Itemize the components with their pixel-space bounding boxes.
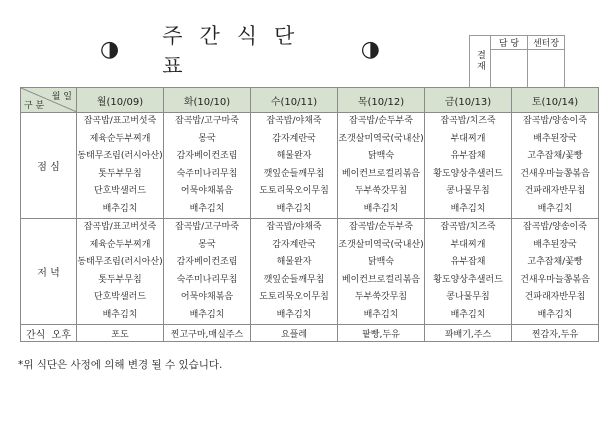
menu-item: 제육순두부찌개 — [89, 133, 151, 144]
menu-item: 배추김치 — [102, 309, 138, 320]
approval-sign-manager[interactable] — [491, 50, 528, 92]
menu-item: 건파래자반무침 — [524, 186, 586, 196]
menu-item: 몽국 — [198, 239, 216, 250]
menu-cell — [338, 113, 425, 219]
snack-row — [21, 325, 599, 342]
menu-item: 두부쑥갓무침 — [354, 186, 408, 196]
menu-item: 황도양상추샐러드 — [433, 168, 503, 179]
footnote: *위 식단은 사정에 의해 변경 될 수 있습니다. — [18, 359, 223, 371]
approval-box — [469, 35, 565, 92]
menu-cell — [512, 219, 599, 325]
menu-item: 고추잡채/꽃빵 — [527, 151, 583, 161]
menu-item: 유부잡채 — [450, 257, 486, 267]
menu-item: 잡곡밥/고구마죽 — [175, 222, 239, 232]
menu-item: 동태무조림(러시아산) — [77, 151, 163, 161]
menu-item: 숙주미나리무침 — [176, 274, 238, 285]
header-row — [21, 88, 599, 113]
menu-item: 베이컨브로컬리볶음 — [341, 168, 421, 179]
menu-item: 두부쑥갓무침 — [354, 292, 408, 302]
half-circle-icon-left: ◑ — [100, 37, 120, 62]
menu-item: 깻잎순들깨무침 — [263, 168, 325, 179]
weekly-menu-table — [20, 87, 599, 342]
menu-item: 잡곡밥/고구마죽 — [175, 116, 239, 126]
menu-item: 도토리묵오이무침 — [259, 292, 329, 302]
snack-cell: 요플레 — [251, 325, 338, 342]
menu-item: 배추김치 — [102, 203, 138, 214]
half-circle-icon-right: ◑ — [360, 37, 380, 62]
page-title — [100, 24, 380, 78]
menu-item: 잡곡밥/치즈죽 — [440, 222, 496, 232]
menu-item: 잡곡밥/표고버섯죽 — [83, 116, 157, 126]
menu-item: 잡곡밥/순두부죽 — [349, 116, 413, 126]
day-header: 목(10/12) — [338, 88, 425, 113]
approval-col-director: 센터장 — [528, 36, 565, 50]
approval-sign-director[interactable] — [528, 50, 565, 92]
snack-cell: 포도 — [77, 325, 164, 342]
menu-item: 배추김치 — [363, 203, 399, 214]
menu-cell — [164, 113, 251, 219]
menu-item: 동태무조림(러시아산) — [77, 257, 163, 267]
snack-cell: 찐고구마,매실주스 — [164, 325, 251, 342]
menu-item: 감자베이컨조림 — [176, 151, 238, 161]
menu-item: 숙주미나리무침 — [176, 168, 238, 179]
menu-item: 배추김치 — [189, 203, 225, 214]
menu-item: 조갯살미역국(국내산) — [338, 239, 424, 250]
menu-item: 해물완자 — [276, 257, 312, 267]
menu-item: 톳두부무침 — [98, 168, 142, 179]
day-header: 월(10/09) — [77, 88, 164, 113]
day-header: 수(10/11) — [251, 88, 338, 113]
day-header: 금(10/13) — [425, 88, 512, 113]
menu-item: 배추된장국 — [533, 133, 577, 144]
menu-item: 콩나물무침 — [446, 186, 490, 196]
menu-item: 어묵야채볶음 — [180, 292, 234, 302]
menu-item: 닭백숙 — [367, 257, 395, 267]
menu-item: 잡곡밥/양송이죽 — [523, 116, 587, 126]
menu-item: 고추잡채/꽃빵 — [527, 257, 583, 267]
menu-item: 어묵야채볶음 — [180, 186, 234, 196]
lunch-row — [21, 113, 599, 219]
snack-cell: 찐감자,두유 — [512, 325, 599, 342]
menu-item: 잡곡밥/치즈죽 — [440, 116, 496, 126]
day-header: 토(10/14) — [512, 88, 599, 113]
menu-item: 해물완자 — [276, 151, 312, 161]
menu-item: 건새우마늘쫑볶음 — [520, 168, 590, 179]
corner-bottom-label: 구 분 — [24, 101, 45, 111]
menu-cell — [425, 113, 512, 219]
menu-item: 잡곡밥/표고버섯죽 — [83, 222, 157, 232]
menu-item: 도토리묵오이무침 — [259, 186, 329, 196]
snack-cell: 꽈배기,주스 — [425, 325, 512, 342]
menu-item: 배추김치 — [450, 309, 486, 320]
menu-item: 건새우마늘쫑볶음 — [520, 274, 590, 285]
menu-item: 몽국 — [198, 133, 216, 144]
menu-item: 건파래자반무침 — [524, 292, 586, 302]
lunch-label: 점 심 — [21, 113, 77, 219]
menu-item: 배추된장국 — [533, 239, 577, 250]
menu-cell — [425, 219, 512, 325]
menu-item: 잡곡밥/순두부죽 — [349, 222, 413, 232]
menu-item: 콩나물무침 — [446, 292, 490, 302]
menu-item: 배추김치 — [189, 309, 225, 320]
menu-item: 잡곡밥/야채죽 — [266, 116, 322, 126]
menu-item: 배추김치 — [276, 203, 312, 214]
menu-item: 닭백숙 — [367, 151, 395, 161]
corner-cell — [21, 88, 77, 113]
snack-cell: 팥빵,두유 — [338, 325, 425, 342]
menu-cell — [251, 219, 338, 325]
menu-cell — [77, 113, 164, 219]
menu-cell — [338, 219, 425, 325]
menu-item: 톳두부무침 — [98, 274, 142, 285]
menu-item: 배추김치 — [276, 309, 312, 320]
menu-item: 잡곡밥/야채죽 — [266, 222, 322, 232]
menu-item: 부대찌개 — [450, 239, 486, 250]
menu-cell — [164, 219, 251, 325]
menu-item: 배추김치 — [537, 203, 573, 214]
menu-item: 깻잎순들깨무침 — [263, 274, 325, 285]
menu-item: 감자계란국 — [272, 133, 316, 144]
menu-cell — [512, 113, 599, 219]
dinner-row — [21, 219, 599, 325]
menu-item: 부대찌개 — [450, 133, 486, 144]
menu-item: 제육순두부찌개 — [89, 239, 151, 250]
menu-item: 조갯살미역국(국내산) — [338, 133, 424, 144]
menu-cell — [251, 113, 338, 219]
snack-label: 간식 오후 — [21, 325, 77, 342]
menu-item: 배추김치 — [537, 309, 573, 320]
menu-item: 황도양상추샐러드 — [433, 274, 503, 285]
menu-item: 베이컨브로컬리볶음 — [341, 274, 421, 285]
day-header: 화(10/10) — [164, 88, 251, 113]
menu-item: 배추김치 — [450, 203, 486, 214]
corner-top-label: 월 일 — [51, 92, 72, 102]
title-text: 주간식단표 — [162, 24, 312, 78]
menu-item: 감자계란국 — [272, 239, 316, 250]
menu-item: 잡곡밥/양송이죽 — [523, 222, 587, 232]
dinner-label: 저 녁 — [21, 219, 77, 325]
approval-label: 결재 — [470, 36, 491, 92]
menu-item: 감자베이컨조림 — [176, 257, 238, 267]
menu-item: 유부잡채 — [450, 151, 486, 161]
approval-col-manager: 담 당 — [491, 36, 528, 50]
menu-cell — [77, 219, 164, 325]
menu-item: 배추김치 — [363, 309, 399, 320]
menu-item: 단호박샐러드 — [93, 292, 147, 302]
menu-item: 단호박샐러드 — [93, 186, 147, 196]
